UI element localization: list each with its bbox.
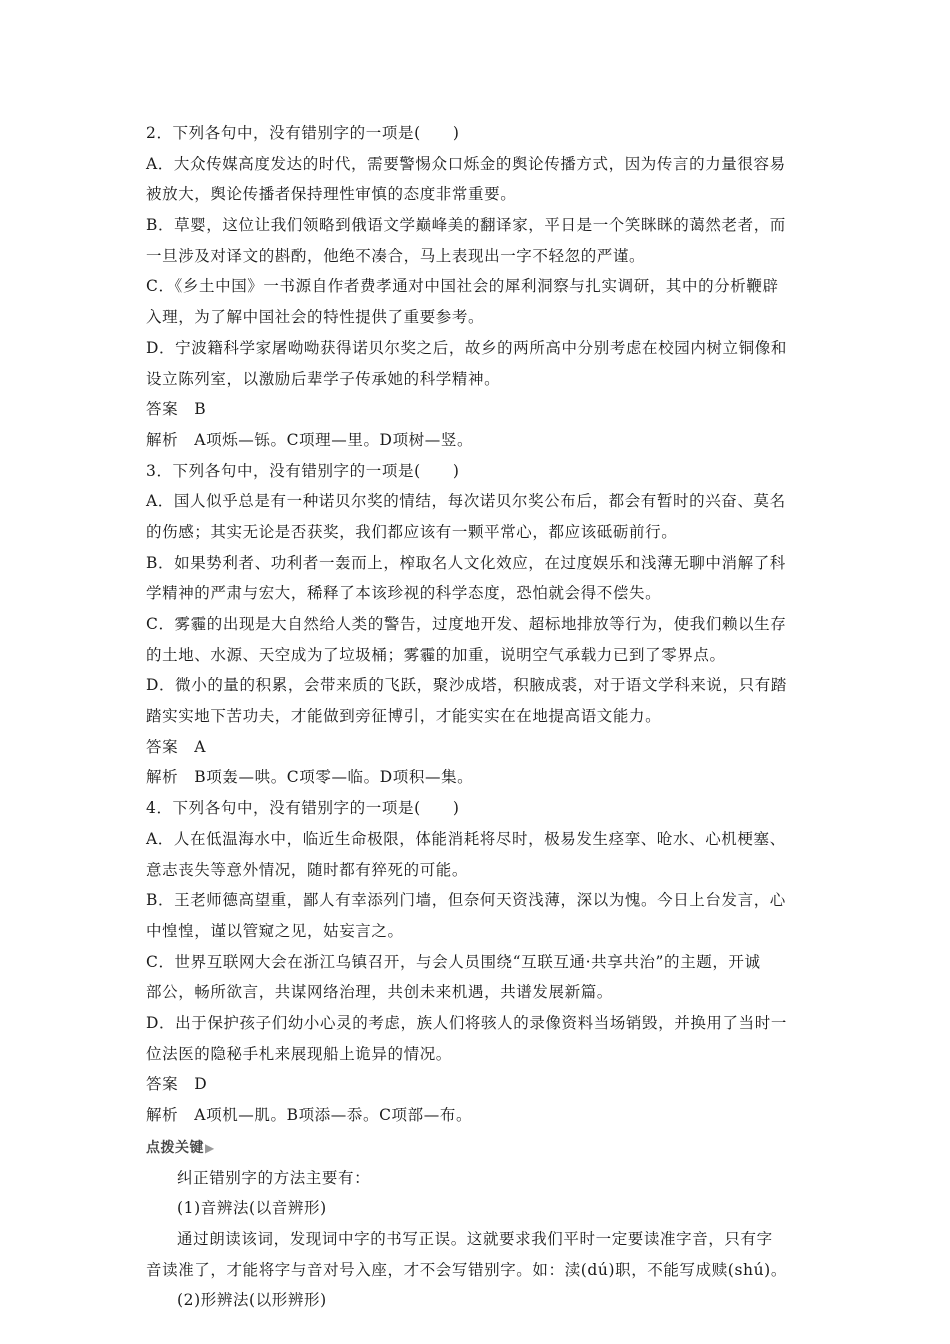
text-line: 解析 A项机—肌。B项添—忝。C项部—布。 <box>146 1106 473 1124</box>
text-line: 2．下列各句中，没有错别字的一项是( ) <box>146 124 460 142</box>
text-line: D．微小的量的积累，会带来质的飞跃，聚沙成塔，积腋成裘，对于语文学科来说，只有踏 <box>146 676 787 695</box>
text-line: 被放大，舆论传播者保持理性审慎的态度非常重要。 <box>146 185 517 204</box>
document-page <box>146 118 810 1316</box>
triangle-right-icon: ▶ <box>205 1140 215 1155</box>
text-line: B．草婴，这位让我们领略到俄语文学巅峰美的翻译家，平日是一个笑眯眯的蔼然老者，而 <box>146 216 786 235</box>
text-line: 位法医的隐秘手札来展现船上诡异的情况。 <box>146 1044 452 1063</box>
text-line: 一旦涉及对译文的斟酌，他绝不凑合，马上表现出一字不轻忽的严谨。 <box>146 246 646 265</box>
tip-title: 点拨关键 <box>146 1139 204 1156</box>
text-line: D．宁波籍科学家屠呦呦获得诺贝尔奖之后，故乡的两所高中分别考虑在校园内树立铜像和 <box>146 338 787 357</box>
question-block <box>146 118 810 1131</box>
text-line: 答案 B <box>146 400 207 419</box>
text-line: C．雾霾的出现是大自然给人类的警告，过度地开发、超标地排放等行为，使我们赖以生存 <box>146 615 787 633</box>
text-line: 答案 D <box>146 1075 208 1094</box>
text-line: (1)音辨法(以音辨形) <box>177 1199 327 1218</box>
text-line: 意志丧失等意外情况，随时都有猝死的可能。 <box>146 860 469 879</box>
text-line: D．出于保护孩子们幼小心灵的考虑，族人们将骇人的录像资料当场销毁，并换用了当时一 <box>146 1013 787 1032</box>
text-line: A．人在低温海水中，临近生命极限，体能消耗将尽时，极易发生痉挛、呛水、心机梗塞、 <box>146 829 786 848</box>
text-line: 答案 A <box>146 737 207 756</box>
text-line: 中惶惶，谨以管窥之见，姑妄言之。 <box>146 921 404 940</box>
text-line: 解析 B项轰—哄。C项零—临。D项积—集。 <box>146 768 474 787</box>
tip-block <box>146 1163 810 1316</box>
text-line: A．大众传媒高度发达的时代，需要警惕众口烁金的舆论传播方式，因为传言的力量很容易 <box>146 154 786 173</box>
text-line: 部公，畅所欲言，共谋网络治理，共创未来机遇，共谱发展新篇。 <box>146 983 613 1002</box>
text-line: C．世界互联网大会在浙江乌镇召开，与会人员围绕“互联互通·共享共治”的主题，开诚 <box>146 952 761 971</box>
text-line: 设立陈列室，以激励后辈学子传承她的科学精神。 <box>146 369 501 388</box>
text-line: 通过朗读该词，发现词中字的书写正误。这就要求我们平时一定要读准字音，只有字 <box>177 1230 773 1249</box>
text-line: A．国人似乎总是有一种诺贝尔奖的情结，每次诺贝尔奖公布后，都会有暂时的兴奋、莫名 <box>146 492 786 511</box>
text-line: 纠正错别字的方法主要有： <box>177 1168 371 1187</box>
text-line: 的土地、水源、天空成为了垃圾桶；雾霾的加重，说明空气承载力已到了零界点。 <box>146 645 726 664</box>
text-line: B．如果势利者、功利者一轰而上，榨取名人文化效应，在过度娱乐和浅薄无聊中消解了科 <box>146 553 786 572</box>
tip-heading <box>146 1133 810 1163</box>
text-line: 踏实实地下苦功夫，才能做到旁征博引，才能实实在在地提高语文能力。 <box>146 707 662 726</box>
text-line: 入理，为了解中国社会的特性提供了重要参考。 <box>146 308 485 327</box>
text-line: 3．下列各句中，没有错别字的一项是( ) <box>146 461 460 480</box>
text-line: 学精神的严肃与宏大，稀释了本该珍视的科学态度，恐怕就会得不偿失。 <box>146 584 662 603</box>
text-line: C．《乡土中国》一书源自作者费孝通对中国社会的犀利洞察与扎实调研，其中的分析鞭辟 <box>146 277 779 296</box>
text-line: 4．下列各句中，没有错别字的一项是( ) <box>146 799 460 818</box>
text-line: 解析 A项烁—铄。C项理—里。D项树—竖。 <box>146 430 474 449</box>
text-line: B．王老师德高望重，鄙人有幸添列门墙，但奈何天资浅薄，深以为愧。今日上台发言，心 <box>146 891 786 910</box>
text-line: 的伤感；其实无论是否获奖，我们都应该有一颗平常心，都应该砥砺前行。 <box>146 522 678 541</box>
text-line: (2)形辨法(以形辨形) <box>177 1291 327 1310</box>
text-line: 音读准了，才能将字与音对号入座，才不会写错别字。如：渎(dú)职，不能写成赎(shú)。 <box>146 1260 787 1279</box>
